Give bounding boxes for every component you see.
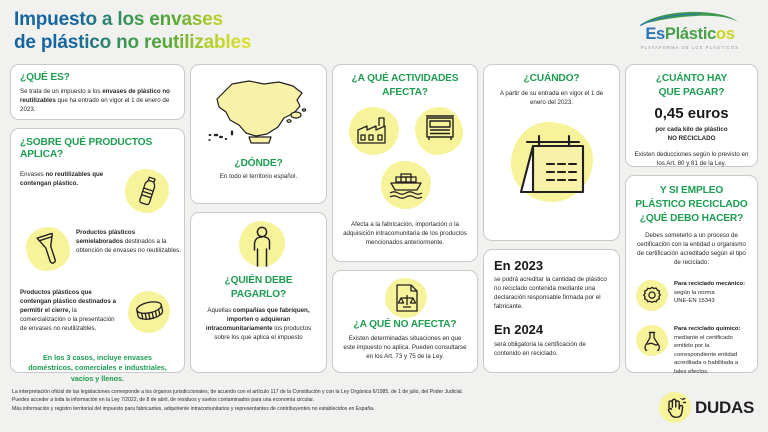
logo-es: Es (645, 25, 665, 43)
card-donde-heading: ¿DÓNDE? (234, 158, 283, 169)
footer-legal-text (12, 388, 612, 413)
card-donde (190, 64, 327, 204)
quim-title: Para reciclado químico: (674, 326, 741, 333)
productos-footer-note: En los 3 casos, incluye envases doméstricos, comerciales e industriales, vacíos y llenos. (28, 353, 167, 383)
page-title (14, 8, 251, 54)
spain-map-icon (201, 77, 317, 155)
card-a-que-no-afecta (332, 270, 478, 373)
cuanto-price-sub-2: NO RECICLADO (667, 134, 716, 142)
cuanto-price-sub-1: por cada kilo de plástico (655, 125, 728, 133)
logo-asti: ástic (679, 25, 717, 43)
producto-item-1 (20, 171, 175, 229)
dudas-label: DUDAS (695, 398, 754, 417)
card-cuando (483, 64, 620, 241)
funnel-icon (36, 233, 62, 265)
card-cuanto-heading-2: QUE PAGAR? (658, 87, 725, 99)
logo-os: os (716, 25, 735, 43)
card-anios (483, 249, 620, 373)
logo-pl: Pl (664, 25, 680, 43)
producto-item-1-text (20, 171, 115, 189)
click-hand-icon (665, 398, 686, 418)
card-quien-body (197, 307, 320, 343)
card-productos-aplica (10, 128, 185, 383)
logo-wordmark (626, 26, 754, 43)
card-plastico-reciclado (625, 175, 758, 373)
card-que-es-heading: ¿QUÉ ES? (20, 72, 70, 83)
dudas-icon-area (659, 392, 691, 424)
card-que-es-body (20, 88, 175, 115)
footer-line-3[interactable]: Más información y registro territorial del impuesto para fabricantes, adquiriente intracomunitarios y representantes de contribuyentes no establecidos en España. (12, 405, 375, 412)
producto-2-b: Productos plásticos semielaborados (76, 229, 136, 246)
truck-icon (425, 115, 455, 145)
cargo-ship-icon (389, 171, 423, 199)
title-line-2: de plástico no reutilizables (14, 32, 252, 54)
bottle-icon (137, 176, 159, 206)
cap-icon (134, 300, 166, 324)
logo-subtitle: PLATAFORMA DE LOS PLÁSTICOS (640, 45, 740, 50)
anio-2024-text: será obligatoria la certificación de contenido en reciclado. (494, 340, 586, 357)
card-quien-heading-2: PAGARLO? (230, 289, 287, 301)
quien-a: Aquellas (207, 307, 233, 315)
card-cuando-body: A partir de su entrada en vigor el 1 de enero del 2023. (499, 90, 604, 107)
card-reciclado-heading-2: PLÁSTICO RECICLADO (635, 199, 748, 211)
no-afecta-icon-area (339, 277, 471, 319)
card-productos-heading: ¿SOBRE QUÉ PRODUCTOS APLICA? (20, 137, 153, 161)
card-actividades-body: Afecta a la fabricación, importación o la adquisición intracomunitaria de los productos mencionados anteriormente. (343, 221, 467, 247)
producto-item-2 (20, 229, 181, 289)
card-no-afecta-heading: ¿A QUÉ NO AFECTA? (353, 319, 457, 330)
footer-line-2[interactable]: Puedes acceder a toda la información en la Ley 7/2022, de 8 de abril, de residuos y suelos contaminados para una economía circular. (12, 397, 315, 404)
card-no-afecta-body: Existen determinadas situaciones en que este impuesto no aplica. Pueden consultarse en los Art. 73 y 75 de la Ley. (343, 335, 467, 360)
cuanto-note: Existen deducciones según lo previsto en los Art. 80 y 81 de la Ley. (634, 150, 749, 167)
card-donde-body: En todo el territorio español. (219, 173, 298, 181)
quien-b: compañías que fabriquen, importen o adquieran intracomunitariamente (205, 307, 310, 333)
producto-item-2-text (76, 229, 182, 256)
reciclado-quimico-text (674, 325, 749, 376)
que-es-text-c: que ha entrado en vigor el 1 de enero de 2023. (20, 97, 170, 113)
esplasticos-logo (626, 11, 754, 50)
card-actividades-afecta (332, 64, 478, 262)
card-actividades-heading-1: ¿A QUÉ ACTIVIDADES (351, 73, 459, 84)
producto-2-c: destinados a la obtención de envases no reutilizables. (76, 238, 181, 255)
card-actividades-heading-2: AFECTA? (382, 87, 428, 99)
card-reciclado-heading-3: ¿QUÉ DEBO HACER? (639, 213, 744, 225)
reciclado-quimico-row (634, 325, 749, 376)
card-cuanto-pagar (625, 64, 758, 167)
actividades-icons (341, 105, 469, 217)
producto-3-c: la comercialización o la presentación de envases no reutilizables. (20, 307, 115, 332)
mec-title: Para reciclado mecánico: (674, 281, 746, 288)
anio-2023-text: se podrá acreditar la cantidad de plástico no reciclado contenida mediante una declaración responsable firmada por el fabricante. (494, 276, 607, 311)
quim-text: mediante el certificado emitido por la correspondiente entidad acreditada o habilitada a tales efectos. (674, 334, 739, 375)
card-cuando-heading: ¿CUÁNDO? (523, 73, 580, 84)
producto-item-3-text (20, 289, 120, 334)
cuanto-price: 0,45 euros (654, 105, 729, 123)
header (14, 8, 754, 56)
card-cuanto-heading-1: ¿CUÁNTO HAY (655, 73, 728, 84)
gear-icon (642, 286, 662, 306)
card-quien-debe-pagarlo (190, 212, 327, 373)
anio-2023-title: En 2023 (494, 258, 544, 273)
factory-icon (357, 116, 391, 144)
dudas-button[interactable] (659, 392, 754, 424)
anio-2024-title: En 2024 (494, 322, 544, 338)
reciclado-mecanico-text (674, 280, 749, 306)
card-reciclado-heading-1: Y SI EMPLEO (659, 185, 724, 196)
producto-item-3 (20, 289, 175, 351)
mec-text-1: según la norma (674, 289, 715, 296)
cuando-icon-area (493, 120, 610, 216)
mec-text-2: UNE-EN 15343 (674, 298, 715, 305)
quien-c: los productos sobre los que aplica el impuesto (214, 325, 312, 342)
que-es-text-a: Se trata de un impuesto a los (20, 88, 103, 96)
title-line-1: Impuesto a los envases (14, 9, 223, 30)
quien-icon-area (197, 219, 320, 275)
producto-3-b: Productos plásticos que contengan plástico destinados a permitir el cierre, (20, 289, 116, 315)
person-icon (250, 226, 276, 268)
producto-1-a: Envases (20, 171, 46, 179)
legal-document-scales-icon (395, 284, 419, 312)
que-es-text-b: envases de plástico no reutilizables (20, 88, 170, 105)
reciclado-mecanico-row (634, 280, 749, 316)
footer-line-1: La interpretación oficial de las legislaciones corresponde a los órganos jurisdiccionales, de acuerdo con el artículo 117 de la Constitución y con la Ley Orgánica 6/1985, de 1 de julio, del Poder Judicial. (12, 389, 463, 395)
calendar-icon (517, 130, 589, 196)
card-reciclado-intro: Debes someterlo a un proceso de certificación con la entidad u organismo de certificación acreditado según el tipo de reciclado: (637, 232, 746, 267)
flask-icon (643, 331, 662, 351)
producto-1-b: no reutilizables que contengan plástico. (20, 171, 104, 188)
card-quien-heading-1: ¿QUIÉN DEBE (224, 275, 293, 286)
card-que-es (10, 64, 185, 120)
